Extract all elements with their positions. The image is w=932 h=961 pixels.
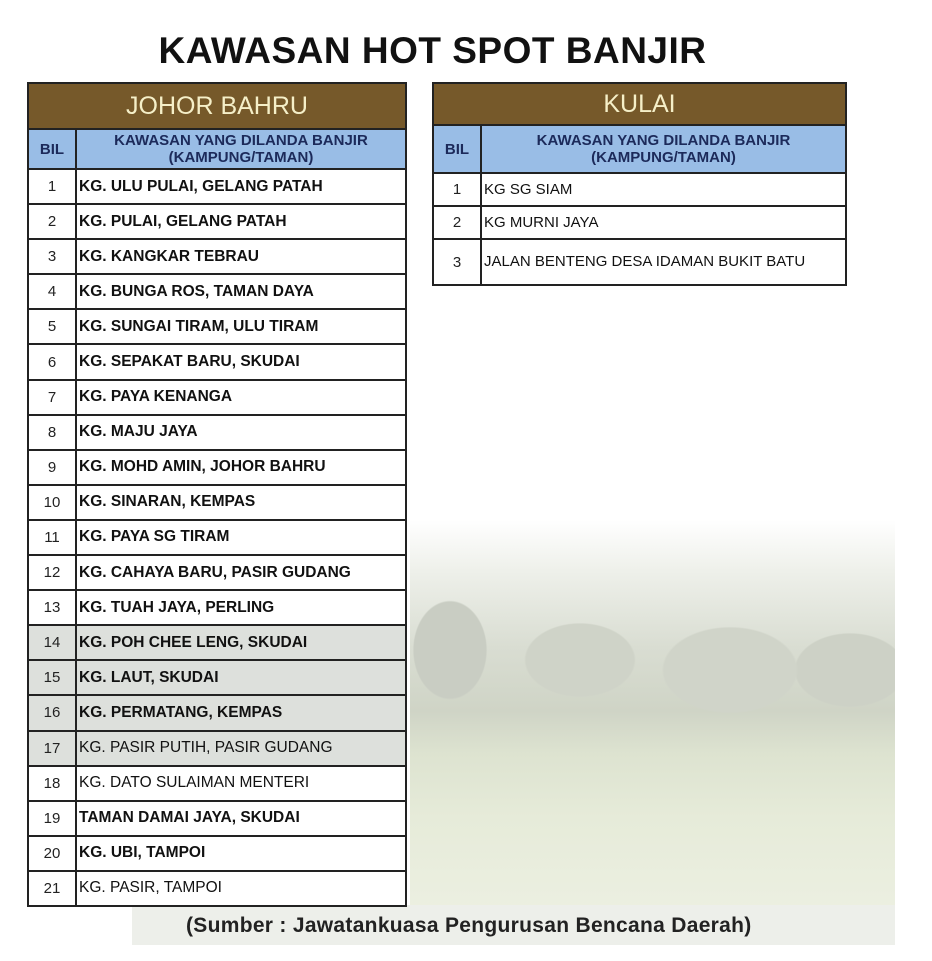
table-row (433, 173, 846, 206)
row-number: 3 (28, 239, 76, 274)
area-name: KG. BUNGA ROS, TAMAN DAYA (76, 274, 406, 309)
area-name: TAMAN DAMAI JAYA, SKUDAI (76, 801, 406, 836)
row-number: 21 (28, 871, 76, 906)
table-row (28, 380, 406, 415)
area-name: KG MURNI JAYA (481, 206, 846, 239)
area-header: KAWASAN YANG DILANDA BANJIR (KAMPUNG/TAMAN) (481, 125, 846, 173)
area-name: KG. PAYA KENANGA (76, 380, 406, 415)
page-title: KAWASAN HOT SPOT BANJIR (158, 30, 707, 71)
area-name: KG SG SIAM (481, 173, 846, 206)
area-name: KG. SUNGAI TIRAM, ULU TIRAM (76, 309, 406, 344)
table-row (28, 590, 406, 625)
area-name: KG. PULAI, GELANG PATAH (76, 204, 406, 239)
row-number: 13 (28, 590, 76, 625)
row-number: 2 (433, 206, 481, 239)
area-name: KG. UBI, TAMPOI (76, 836, 406, 871)
row-number: 8 (28, 415, 76, 450)
bil-header: BIL (433, 125, 481, 173)
table-row (28, 731, 406, 766)
row-number: 14 (28, 625, 76, 660)
area-name: KG. MOHD AMIN, JOHOR BAHRU (76, 450, 406, 485)
source-note: (Sumber : Jawatankuasa Pengurusan Bencana Daerah) (186, 914, 752, 937)
area-name: KG. PASIR PUTIH, PASIR GUDANG (76, 731, 406, 766)
row-number: 10 (28, 485, 76, 520)
area-name: KG. PAYA SG TIRAM (76, 520, 406, 555)
row-number: 4 (28, 274, 76, 309)
table-row (28, 836, 406, 871)
table-row (28, 485, 406, 520)
row-number: 19 (28, 801, 76, 836)
table-row (28, 766, 406, 801)
table-row (28, 695, 406, 730)
row-number: 2 (28, 204, 76, 239)
kulai-table (432, 82, 847, 286)
area-name: KG. PERMATANG, KEMPAS (76, 695, 406, 730)
row-number: 1 (433, 173, 481, 206)
table-row (28, 204, 406, 239)
table-row (28, 625, 406, 660)
table-row (28, 555, 406, 590)
row-number: 20 (28, 836, 76, 871)
johor-bahru-table (27, 82, 407, 907)
table-row (28, 274, 406, 309)
row-number: 12 (28, 555, 76, 590)
johor-bahru-caption: JOHOR BAHRU (28, 83, 406, 129)
table-row (28, 344, 406, 379)
table-row (28, 239, 406, 274)
area-name: KG. SINARAN, KEMPAS (76, 485, 406, 520)
table-row (433, 206, 846, 239)
area-name: KG. SEPAKAT BARU, SKUDAI (76, 344, 406, 379)
row-number: 11 (28, 520, 76, 555)
area-name: KG. CAHAYA BARU, PASIR GUDANG (76, 555, 406, 590)
table-row (28, 169, 406, 204)
table-row (28, 801, 406, 836)
table-row (28, 450, 406, 485)
area-name: KG. MAJU JAYA (76, 415, 406, 450)
table-row (28, 871, 406, 906)
area-name: KG. PASIR, TAMPOI (76, 871, 406, 906)
area-name: KG. ULU PULAI, GELANG PATAH (76, 169, 406, 204)
row-number: 18 (28, 766, 76, 801)
row-number: 7 (28, 380, 76, 415)
table-row (28, 660, 406, 695)
table-row (28, 309, 406, 344)
table-row (433, 239, 846, 285)
table-row (28, 415, 406, 450)
area-name: JALAN BENTENG DESA IDAMAN BUKIT BATU (481, 239, 846, 285)
area-name: KG. DATO SULAIMAN MENTERI (76, 766, 406, 801)
area-name: KG. LAUT, SKUDAI (76, 660, 406, 695)
row-number: 15 (28, 660, 76, 695)
kulai-caption: KULAI (433, 83, 846, 125)
row-number: 16 (28, 695, 76, 730)
row-number: 1 (28, 169, 76, 204)
area-name: KG. POH CHEE LENG, SKUDAI (76, 625, 406, 660)
table-row (28, 520, 406, 555)
row-number: 6 (28, 344, 76, 379)
background-trees (410, 540, 895, 730)
row-number: 17 (28, 731, 76, 766)
area-header: KAWASAN YANG DILANDA BANJIR (KAMPUNG/TAMAN) (76, 129, 406, 169)
row-number: 3 (433, 239, 481, 285)
row-number: 5 (28, 309, 76, 344)
area-name: KG. KANGKAR TEBRAU (76, 239, 406, 274)
area-name: KG. TUAH JAYA, PERLING (76, 590, 406, 625)
bil-header: BIL (28, 129, 76, 169)
row-number: 9 (28, 450, 76, 485)
